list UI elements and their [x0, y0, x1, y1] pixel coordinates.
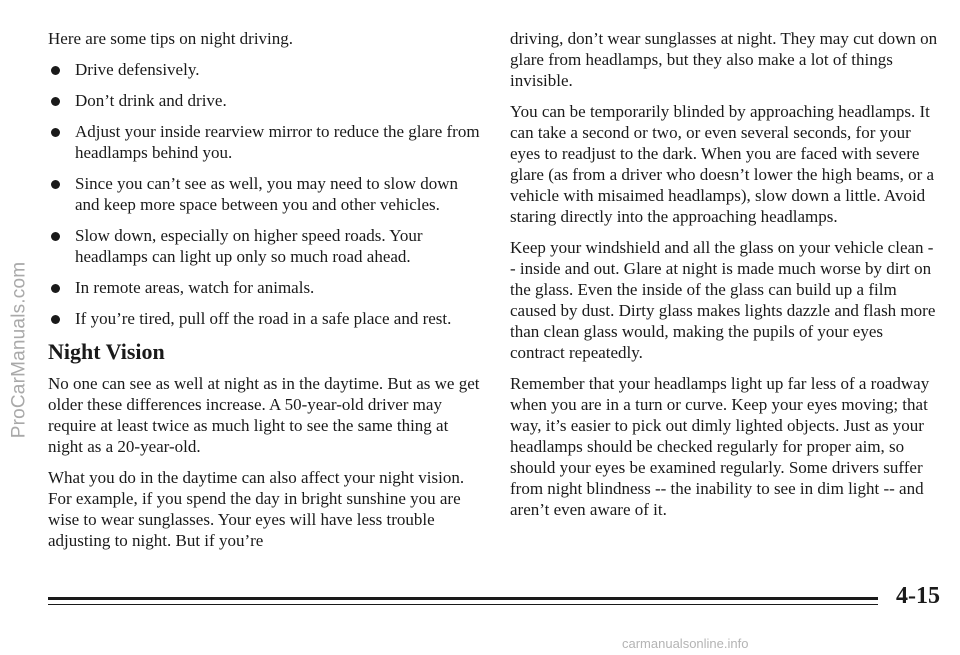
- tip-item: [48, 59, 480, 80]
- footer-rule-thick: [48, 597, 878, 600]
- tip-item: [48, 173, 480, 215]
- body-paragraph: Keep your windshield and all the glass on your vehicle clean -- inside and out. Glare at night is made much worse by dirt on the glass. Even the inside of the glass can build up a film caused by dust. Dirty glass makes lights dazzle and flash more than clean glass would, making the pupils of your eyes contract repeatedly.: [510, 238, 936, 362]
- bullet-icon: [51, 97, 60, 106]
- left-column: [48, 28, 480, 561]
- tip-text: Since you can’t see as well, you may need to slow down and keep more space between you and other vehicles.: [75, 174, 459, 214]
- right-column: [510, 28, 938, 530]
- body-paragraph: What you do in the daytime can also affect your night vision. For example, if you spend the day in bright sunshine you are wise to wear sunglasses. Your eyes will have less trouble adjusting to night. But if you’re: [48, 468, 465, 550]
- tip-item: [48, 121, 480, 163]
- tip-text: In remote areas, watch for animals.: [75, 278, 315, 297]
- tip-item: [48, 225, 480, 267]
- footer-rule-thin: [48, 604, 878, 605]
- bullet-icon: [51, 66, 60, 75]
- bullet-icon: [51, 180, 60, 189]
- bullet-icon: [51, 315, 60, 324]
- body-paragraph: No one can see as well at night as in the daytime. But as we get older these differences increase. A 50-year-old driver may require at least twice as much light to see the same thing at night as a 20-year-old.: [48, 374, 480, 456]
- body-paragraph: driving, don’t wear sunglasses at night. They may cut down on glare from headlamps, but they also make a lot of things invisible.: [510, 29, 938, 90]
- watermark-text: ProCarManuals.com: [8, 261, 30, 439]
- footer-watermark: carmanualsonline.info: [622, 636, 749, 651]
- side-watermark: [4, 70, 34, 630]
- night-driving-tips-list: [48, 59, 480, 329]
- bullet-icon: [51, 128, 60, 137]
- tip-item: [48, 308, 480, 329]
- section-heading: Night Vision: [48, 339, 165, 364]
- tip-text: If you’re tired, pull off the road in a safe place and rest.: [75, 309, 452, 328]
- tip-text: Slow down, especially on higher speed roads. Your headlamps can light up only so much road ahead.: [75, 226, 423, 266]
- body-paragraph: Remember that your headlamps light up far less of a roadway when you are in a turn or curve. Keep your eyes moving; that way, it’s easier to pick out dimly lighted objects. Just as your headlamps should be checked regularly for proper aim, so should your eyes be examined regularly. Some drivers suffer from night blindness -- the inability to see in dim light -- and aren’t even aware of it.: [510, 374, 930, 519]
- tip-text: Drive defensively.: [75, 60, 200, 79]
- tip-text: Adjust your inside rearview mirror to reduce the glare from headlamps behind you.: [75, 122, 480, 162]
- page-number: 4-15: [896, 583, 940, 609]
- tip-item: [48, 277, 480, 298]
- tip-text: Don’t drink and drive.: [75, 91, 227, 110]
- body-paragraph: You can be temporarily blinded by approaching headlamps. It can take a second or two, or even several seconds, for your eyes to readjust to the dark. When you are faced with severe glare (as from a driver who doesn’t lower the high beams, or a vehicle with misaimed headlamps), slow down a little. Avoid staring directly into the approaching headlamps.: [510, 102, 935, 226]
- tip-item: [48, 90, 480, 111]
- bullet-icon: [51, 232, 60, 241]
- intro-text: Here are some tips on night driving.: [48, 29, 294, 48]
- bullet-icon: [51, 284, 60, 293]
